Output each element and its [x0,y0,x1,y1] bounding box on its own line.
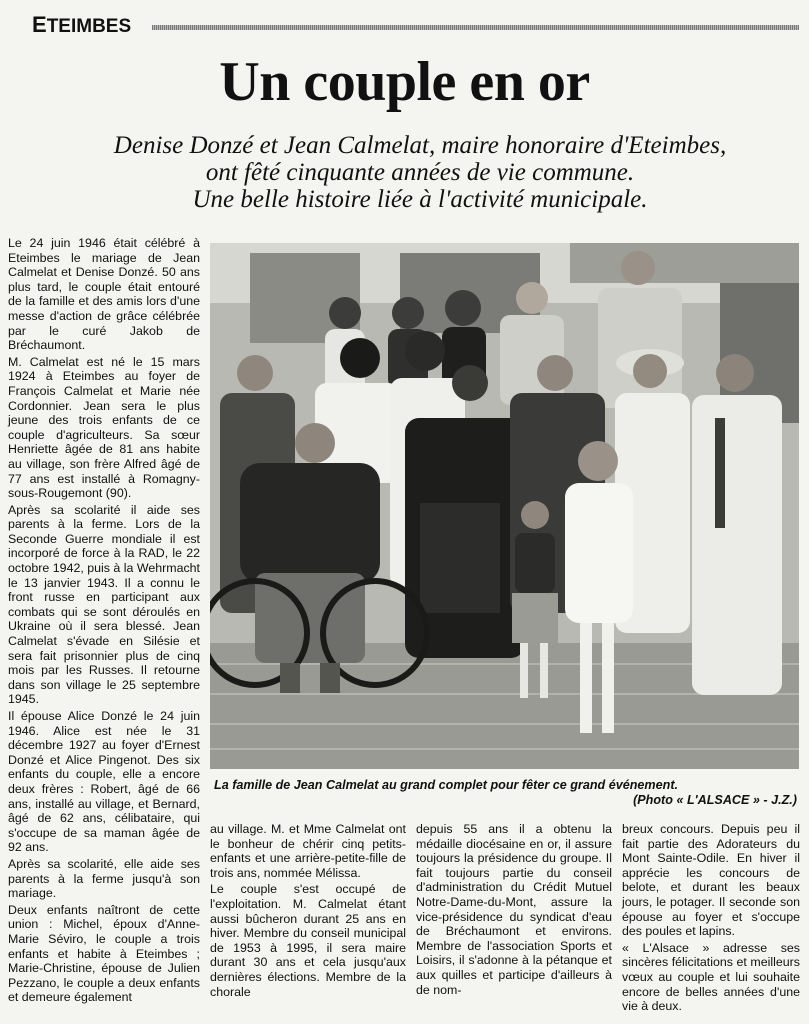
deck-line: Une belle histoire liée à l'activité municipale. [192,186,648,213]
article-column-2 [210,822,406,1001]
paragraph: breux concours. Depuis peu il fait partie des Adorateurs du Mont Sainte-Odile. En hiver il apprécie les concours de belote, et durant les beaux jours, le potager. Il seconde son épouse au foyer et s'occupe des poules et lapins. [622,822,800,939]
article-column-1 [8,236,200,1007]
paragraph: M. Calmelat est né le 15 mars 1924 à Eteimbes au foyer de François Calmelat et Marie née Cordonnier. Jean sera le plus jeune des trois enfants de ce couple d'agriculteurs. Sa sœur Henriette âgée de 81 ans habite au village, son frère Alfred âgé de 77 ans est installé à Romagny-sous-Rougemont (90). [8,354,200,501]
family-photo [210,243,799,769]
deck [60,132,780,213]
headline: Un couple en or [219,51,590,113]
paragraph: depuis 55 ans il a obtenu la médaille diocésaine en or, il assure toujours la présidence du groupe. Il fait toujours partie du conseil d'administration du Crédit Mutuel Notre-Dame-du-Mont, assure la vice-présidence du syndicat d'eau de Bréchaumont et environs. Membre de l'association Sports et Loisirs, il s'adonne à la pétanque et aux quilles et participe d'ailleurs à de nom- [416,822,612,997]
deck-line: ont fêté cinquante années de vie commune. [205,159,635,186]
photo-credit: (Photo « L'ALSACE » - J.Z.) [633,793,797,807]
article-column-3 [416,822,612,999]
paragraph: au village. M. et Mme Calmelat ont le bonheur de chérir cinq petits-enfants et une arrière-petite-fille de trois ans, nommée Mélissa. [210,822,406,880]
paragraph: Après sa scolarité il aide ses parents à la ferme. Lors de la Seconde Guerre mondiale il est incorporé de force à la RAD, le 22 octobre 1942, puis à la Wehrmacht le 13 janvier 1943. Il a connu le front russe en participant aux combats qui se sont déroulés en Ukraine où il sera blessé. Jean Calmelat s'évade en Silésie et sera fait prisonnier plus de cinq mois par les Russes. Il retourne dans son village le 25 septembre 1945. [8,502,200,707]
paragraph: Le 24 juin 1946 était célébré à Eteimbes le mariage de Jean Calmelat et Denise Donzé. 50 ans plus tard, le couple était entouré de la famille et des amis lors d'une messe d'action de grâce célébrée par le curé Jakob de Bréchaumont. [8,236,200,353]
paragraph: Deux enfants naîtront de cette union : Michel, époux d'Anne-Marie Séviro, le couple a trois enfants et habite à Eteimbes ; Marie-Christine, épouse de Julien Pezzano, le couple a deux enfants et demeure également [8,902,200,1005]
paragraph: Il épouse Alice Donzé le 24 juin 1946. Alice est née le 31 décembre 1927 au foyer d'Ernest Donzé et Alice Pingenot. Des six enfants du couple, elle a encore deux frères : Robert, âgé de 66 ans, installé au village, et Bernard, âgé de 62 ans, célibataire, qui s'occupe de sa maman âgée de 92 ans. [8,709,200,855]
paragraph: Le couple s'est occupé de l'exploitation. M. Calmelat étant aussi bûcheron durant 25 ans en hiver. Membre du conseil municipal de 1953 à 1995, il sera maire durant 30 ans et cela jusqu'aux dernières élections. Membre de la chorale [210,882,406,999]
paragraph: Après sa scolarité, elle aide ses parents à la ferme jusqu'à son mariage. [8,856,200,901]
caption-text: La famille de Jean Calmelat au grand complet pour fêter ce grand événement. [214,778,679,792]
family-photo-image [210,243,799,769]
section-rule [152,25,799,30]
section-label: ETEIMBES [32,12,132,37]
paragraph: « L'Alsace » adresse ses sincères félicitations et meilleurs vœux au couple et lui souhaite encore de belles années d'une vie à deux. [622,940,800,1014]
photo-caption [214,778,797,808]
article-column-4 [622,822,800,1016]
deck-line: Denise Donzé et Jean Calmelat, maire honoraire d'Eteimbes, [113,132,727,159]
